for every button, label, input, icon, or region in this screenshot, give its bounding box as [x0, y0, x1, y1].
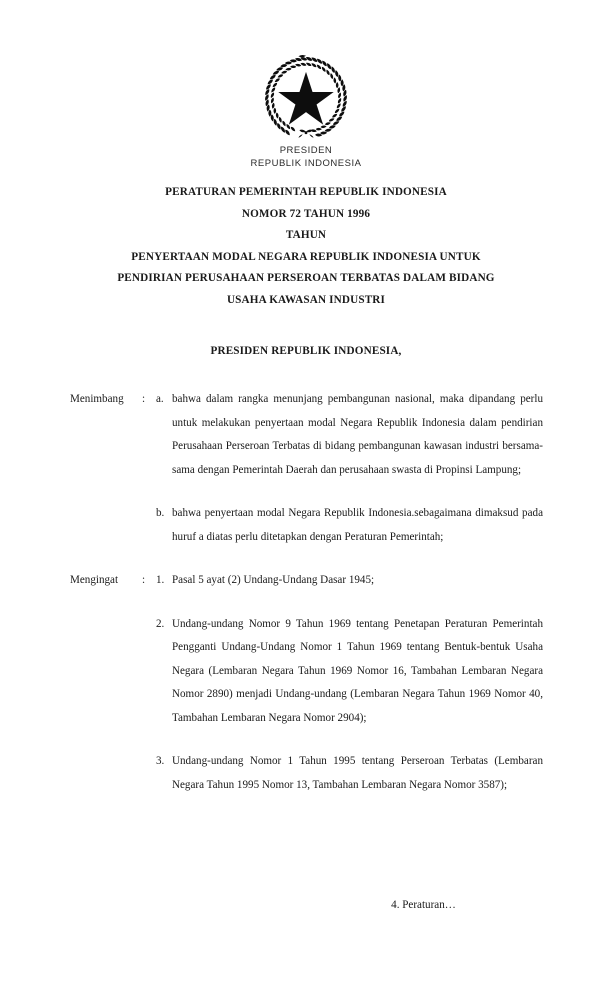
list-item-marker: 3. — [156, 755, 165, 767]
list-item-text: Undang-undang Nomor 9 Tahun 1969 tentang Penetapan Peraturan Pemerintah Pengganti Undang-Undang Nomor 1 Tahun 1969 tentang Bentuk-bentuk Usaha Negara (Lembaran Negara Tahun 1969 Nomor 16, Tambahan Lembaran Negara Nomor 2890) menjadi Undang-undang (Lembaran Negara Tahun 1969 Nomor 40, Tambahan Lembaran Negara Nomor 2904); — [172, 617, 543, 724]
item-spacer — [156, 494, 543, 502]
list-item-marker: a. — [156, 393, 164, 405]
clause-label-mengingat: Mengingat — [70, 574, 119, 586]
list-item — [156, 502, 543, 549]
emblem-caption-line-1: PRESIDEN — [279, 145, 333, 156]
document-title — [40, 182, 572, 311]
list-item — [156, 750, 543, 797]
clause-items-mengingat — [156, 569, 543, 797]
indonesia-presidential-seal-icon — [258, 52, 354, 142]
title-line-tahun: TAHUN — [285, 229, 327, 241]
page-continuation-text: 4. Peraturan… — [391, 899, 456, 911]
list-item-text: bahwa dalam rangka menunjang pembangunan nasional, maka dipandang perlu untuk melakukan penyertaan modal Negara Republik Indonesia dalam pendirian Perusahaan Perseroan Terbatas di bidang pembangunan kawasan industri bersama-sama dengan Pemerintah Daerah dan perusahaan swasta di Propinsi Lampung; — [172, 393, 543, 476]
list-item-text: Undang-undang Nomor 1 Tahun 1995 tentang Perseroan Terbatas (Lembaran Negara Tahun 1995 Nomor 13, Tambahan Lembaran Negara Nomor 3587); — [172, 755, 543, 791]
clause-colon-menimbang: : — [142, 393, 146, 405]
list-item-marker: b. — [156, 507, 165, 519]
presidential-emblem-block — [0, 52, 612, 170]
clause-menimbang — [70, 388, 543, 549]
emblem-caption-line-2: REPUBLIK INDONESIA — [250, 157, 362, 169]
list-item — [156, 569, 543, 593]
list-item-text: bahwa penyertaan modal Negara Republik Indonesia.sebagaimana dimaksud pada huruf a diatas perlu ditetapkan dengan Peraturan Pemerintah; — [172, 507, 543, 543]
title-line-subject-3: USAHA KAWASAN INDUSTRI — [226, 293, 386, 306]
list-item-marker: 2. — [156, 617, 165, 630]
list-item — [156, 613, 543, 731]
clause-mengingat — [70, 569, 543, 797]
enactor-heading: PRESIDEN REPUBLIK INDONESIA, — [210, 345, 402, 357]
list-item-text: Pasal 5 ayat (2) Undang-Undang Dasar 1945; — [172, 574, 375, 586]
document-body — [70, 388, 543, 809]
clause-spacer — [70, 561, 543, 569]
item-spacer — [156, 605, 543, 613]
title-line-subject-2: PENDIRIAN PERUSAHAAN PERSEROAN TERBATAS DALAM BIDANG — [117, 272, 495, 284]
list-item — [156, 388, 543, 482]
clause-colon-mengingat: : — [142, 574, 146, 586]
page-continuation-note — [0, 899, 612, 911]
emblem-caption — [0, 145, 612, 170]
clause-items-menimbang — [156, 388, 543, 549]
list-item-marker: 1. — [156, 574, 165, 586]
item-spacer — [156, 742, 543, 750]
title-line-regulation: PERATURAN PEMERINTAH REPUBLIK INDONESIA — [165, 186, 447, 198]
title-line-number: NOMOR 72 TAHUN 1996 — [241, 207, 371, 220]
title-line-subject-1: PENYERTAAN MODAL NEGARA REPUBLIK INDONESIA UNTUK — [131, 250, 481, 263]
clause-label-menimbang: Menimbang — [70, 393, 124, 405]
